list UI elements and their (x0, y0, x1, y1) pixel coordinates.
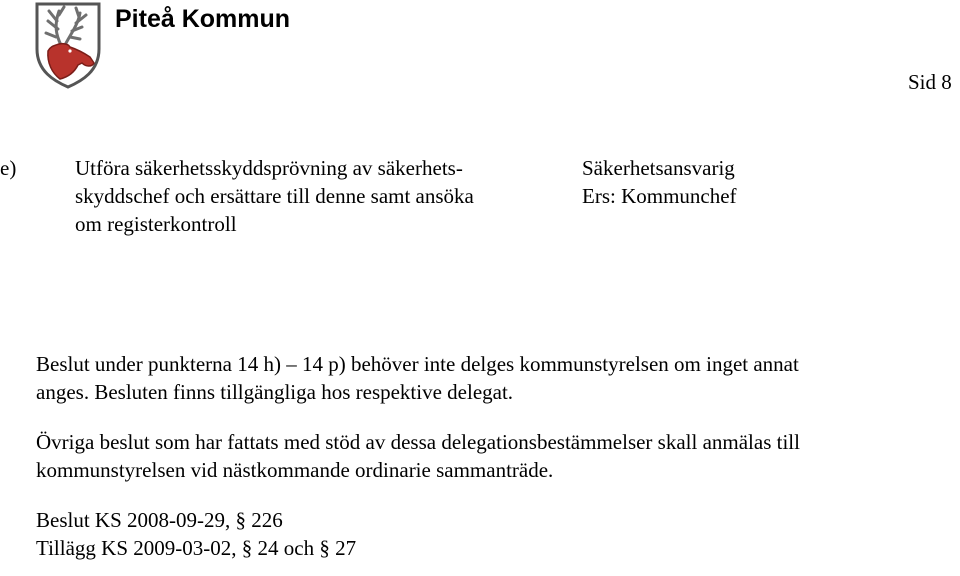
brand-name: Piteå Kommun (115, 5, 291, 33)
description-line: skyddschef och ersättare till denne samt ansöka (75, 184, 474, 208)
paragraph-line: Beslut under punkterna 14 h) – 14 p) behöver inte delges kommunstyrelsen om inget annat (36, 352, 799, 376)
item-delegate (582, 154, 942, 210)
notes-section (36, 350, 956, 562)
paragraph-line: kommunstyrelsen vid nästkommande ordinarie sammanträde. (36, 458, 554, 482)
paragraph-line: anges. Besluten finns tillgängliga hos respektive delegat. (36, 380, 514, 404)
notes-paragraph (36, 428, 956, 484)
item-description (75, 154, 575, 238)
delegate-line: Ers: Kommunchef (582, 184, 737, 208)
paragraph-line: Övriga beslut som har fattats med stöd av dessa delegationsbestämmelser skall anmälas till (36, 430, 800, 454)
decision-references (36, 506, 956, 562)
description-line: om registerkontroll (75, 212, 237, 236)
delegate-line: Säkerhetsansvarig (582, 156, 735, 180)
decision-line: Tillägg KS 2009-03-02, § 24 och § 27 (36, 536, 357, 560)
coat-of-arms-logo (34, 1, 102, 89)
coat-of-arms-reindeer-icon (34, 1, 102, 89)
page-number: Sid 8 (908, 70, 952, 94)
notes-paragraph (36, 350, 956, 406)
description-line: Utföra säkerhetsskyddsprövning av säkerhets- (75, 156, 463, 180)
decision-line: Beslut KS 2008-09-29, § 226 (36, 508, 283, 532)
item-letter: e) (0, 156, 17, 180)
